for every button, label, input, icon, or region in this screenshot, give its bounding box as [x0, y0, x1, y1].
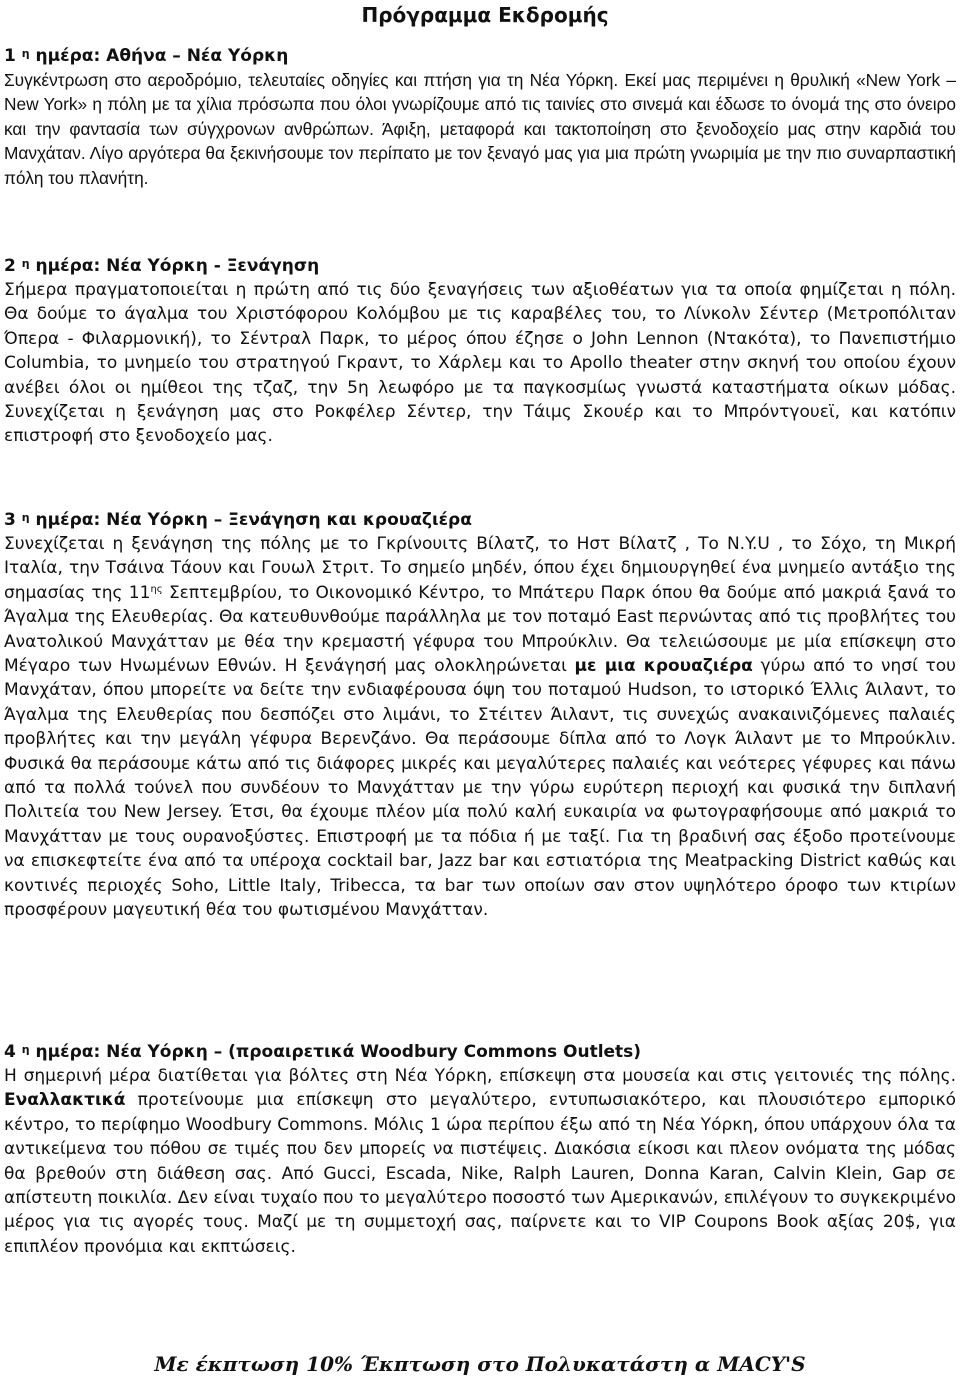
paragraph-text: γύρω από το νησί του Μανχάταν, όπου μπορείτε να δείτε την ενδιαφέρουσα όψη του ποταμού Hudson, το ιστορικό Έλλις Άιλαντ, το Άγαλμα της Ελευθερίας που δεσπόζει στο λιμάνι, το Στέιτεν Άιλαντ, τις συνεχώς ανακαινιζόμενες παλαιές προβλήτες και την μεγάλη γέφυρα Βερενζάνο. Θα περάσουμε δίπλα από το Λογκ Άιλαντ με το Μπρούκλιν. Φυσικά θα περάσουμε κάτω από τις διάφορες μικρές και μεγαλύτερες παλαιές και νεότερες γέφυρες και πάνω από τα πολλά τούνελ που συνδέουν το Μανχάτταν με την γύρω ευρύτερη περιοχή και φυσικά την διπλανή Πολιτεία του New Jersey. Έτσι, θα έχουμε πλέον μία πολύ καλή ευκαιρία να φωτογραφήσουμε από μακριά το Μανχάτταν με τους ουρανοξύστες. Επιστροφή με τα πόδια ή με ταξί. Για τη βραδινή σας έξοδο προτείνουμε να επισκεφτείτε ένα από τα υπέροχα cocktail bar, Jazz bar και εστιατόρια της Meatpacking District καθώς και κοντινές περιοχές Soho, Little Italy, Tribecca, τα bar των οποίων σαν στον υψηλότερο όροφο των κτιρίων προσφέρουν μαγευτική θέα του φωτισμένου Μανχάτταν. — [4, 656, 956, 921]
emphasis-text: με μια κρουαζιέρα — [574, 656, 753, 677]
day-4-section — [4, 1040, 956, 1259]
ordinal-suffix: η — [21, 257, 30, 270]
day-2-paragraph: Σήμερα πραγματοποιείται η πρώτη από τις δύο ξεναγήσεις των αξιοθέατων για τα οποία φημίζεται η πόλη. Θα δούμε το άγαλμα του Χριστόφορου Κολόμβου με τις καραβέλες του, το Λίνκολν Σέντερ (Μετροπόλιταν Όπερα - Φιλαρμονική), το Σέντραλ Παρκ, το μέρος όπου έζησε ο John Lennon (Ντακότα), το Πανεπιστήμιο Columbia, το μνημείο του στρατηγού Γκραντ, το Χάρλεμ και το Apollo theater στην σκηνή του οποίου έχουν ανέβει όλοι οι ημίθεοι της τζαζ, την 5η λεωφόρο με τα παγκοσμίως γνωστά καταστήματα οίκων μόδας. Συνεχίζεται η ξενάγηση μας στο Ροκφέλερ Σέντερ, την Τάιμς Σκουέρ και το Μπρόντγουεϊ, και κατόπιν επιστροφή στο ξενοδοχείο μας. — [4, 280, 956, 447]
day-3-heading — [4, 508, 956, 532]
day-number: 3 — [4, 510, 16, 530]
document-title: Πρόγραμμα Εκδρομής — [361, 3, 609, 27]
day-3-section — [4, 508, 956, 923]
day-2-heading — [4, 254, 956, 278]
day-number: 1 — [4, 46, 16, 66]
ordinal-suffix: η — [21, 511, 30, 524]
day-3-paragraph — [4, 532, 956, 923]
day-heading-text: ημέρα: Νέα Υόρκη – (προαιρετικά Woodbury Commons Outlets) — [35, 1042, 642, 1062]
day-2-section — [4, 254, 956, 449]
day-4-heading — [4, 1040, 956, 1064]
day-1-paragraph: Συγκέντρωση στο αεροδρόμιο, τελευταίες οδηγίες και πτήση για τη Νέα Υόρκη. Εκεί μας περιμένει η θρυλική «New York –New York» η πόλη με τα χίλια πρόσωπα που όλοι γνωρίζουμε από τις ταινίες στο σινεμά και έδωσε το όνομά της στο όνειρο και την φαντασία των σύγχρονων ανθρώπων. Άφιξη, μεταφορά και τακτοποίηση στο ξενοδοχείο μας στην καρδιά του Μανχάταν. Λίγο αργότερα θα ξεκινήσουμε τον περίπατο με τον ξεναγό μας για μια πρώτη γνωριμία με την πιο συναρπαστική πόλη του πλανήτη. — [4, 70, 956, 188]
ordinal-suffix: η — [21, 47, 30, 60]
paragraph-text: προτείνουμε μια επίσκεψη στο μεγαλύτερο, εντυπωσιακότερο, και πλουσιότερο εμπορικό κέντρο, το περίφημο Woodbury Commons. Μόλις 1 ώρα περίπου έξω από τη Νέα Υόρκη, όπου υπάρχουν όλα τα αντικείμενα του πόθου σε τιμές που δεν μπορείς να πιστέψεις. Διακόσια είκοσι και πλεον ονόματα της μόδας θα βρεθούν στη διάθεση σας. Από Gucci, Escada, Nike, Ralph Lauren, Donna Karan, Calvin Klein, Gap σε απίστευτη ποικιλία. Δεν είναι τυχαίο που το μεγαλύτερο ποσοστό των Αμερικανών, επιλέγουν το συγκεκριμένο μέρος για τις αγορές τους. Μαζί με τη συμμετοχή σας, παίρνετε και το VIP Coupons Book αξίας 20$, για επιπλέον προνόμια και εκπτώσεις. — [4, 1090, 956, 1257]
day-1-section — [4, 44, 956, 190]
promo-footer: Με έκπτωση 10% Έκπτωση στο Πολυκατάστη α MACY'S — [154, 1352, 806, 1376]
day-heading-text: ημέρα: Νέα Υόρκη - Ξενάγηση — [35, 256, 320, 276]
paragraph-text: Συνεχίζεται η ξενάγηση της πόλης με το Γκρίνουιτς Βίλατζ, το Ηστ Βίλατζ , Το N.Y.U , το Σόχο, τη Μικρή Ιταλία, την Τσάινα Τάουν και Γουωλ Στριτ. Το σημείο μηδέν, όπου έχει δημιουργηθεί ένα μνημείο αντάξιο της σημασίας της 11 — [4, 534, 956, 603]
emphasis-text: Εναλλακτικά — [4, 1090, 126, 1111]
ordinal-suffix: ης — [150, 583, 163, 595]
day-heading-text: ημέρα: Αθήνα – Νέα Υόρκη — [35, 46, 289, 66]
day-number: 2 — [4, 256, 16, 276]
day-4-paragraph — [4, 1064, 956, 1259]
paragraph-text: Η σημερινή μέρα διατίθεται για βόλτες στη Νέα Υόρκη, επίσκεψη στα μουσεία και στις γειτονιές της πόλης. — [4, 1066, 956, 1086]
day-1-heading — [4, 44, 956, 68]
day-number: 4 — [4, 1042, 16, 1062]
day-heading-text: ημέρα: Νέα Υόρκη – Ξενάγηση και κρουαζιέρα — [35, 510, 472, 530]
paragraph-text: Σεπτεμβρίου, το Οικονομικό Κέντρο, το Μπάτερυ Παρκ όπου θα δούμε από μακριά ξανά το Άγαλμα της Ελευθερίας. Θα κατευθυνθούμε παράλληλα με τον ποταμό East περνώντας από τις προβλήτες του Ανατολικού Μανχάτταν με θέα την κρεμαστή γέφυρα του Μπρούκλιν. Θα τελειώσουμε με μία επίσκεψη στο Μέγαρο των Ηνωμένων Εθνών. Η ξενάγησή μας ολοκληρώνεται — [4, 582, 957, 677]
ordinal-suffix: η — [21, 1043, 30, 1056]
